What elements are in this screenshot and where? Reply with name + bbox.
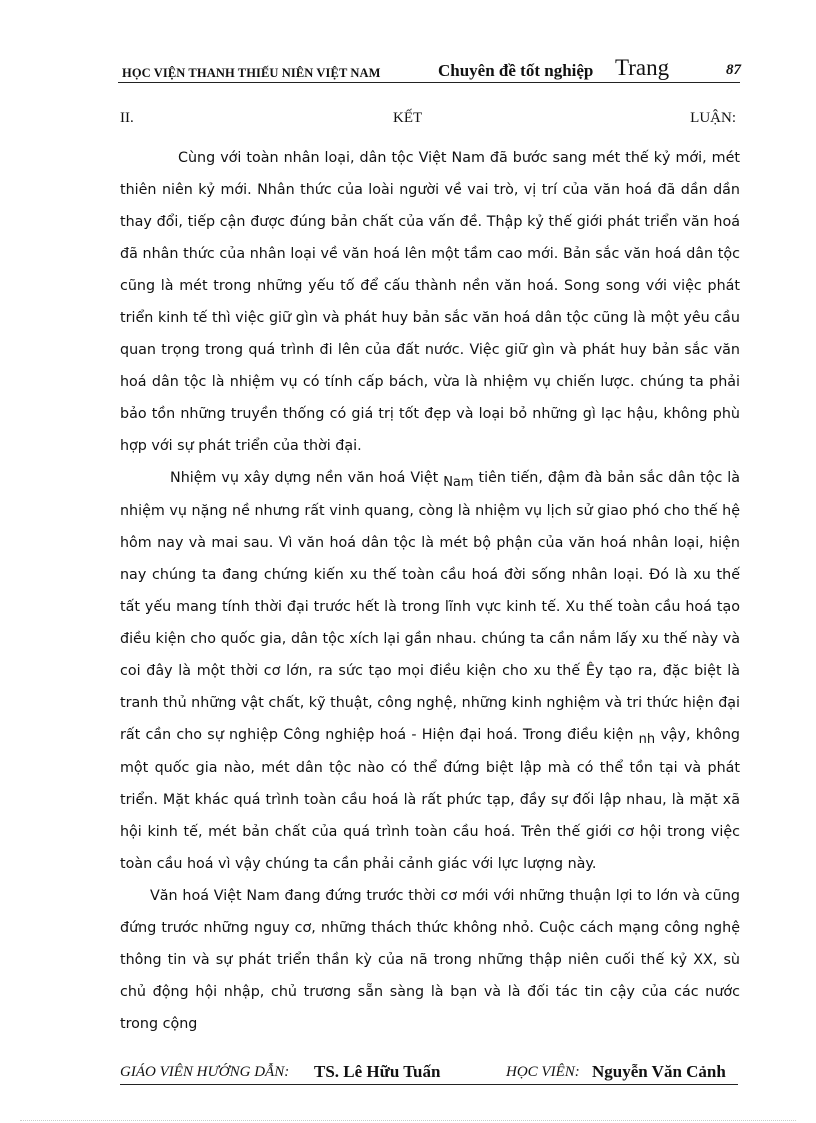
section-title-part2: LUẬN:	[690, 110, 736, 126]
section-heading	[120, 110, 736, 130]
student-label: HỌC VIÊN:	[506, 1064, 580, 1080]
page-label: Trang	[615, 55, 670, 80]
lowered-word-nh: nh	[638, 732, 656, 747]
advisor-name: TS. Lê Hữu Tuấn	[314, 1062, 441, 1081]
paragraph-3: Văn hoá Việt Nam đang đứng trước thời cơ mới với những thuận lợi to lớn và cũng đứng trước những nguy cơ, những thách thức không nhỏ. Cuộc cách mạng công nghệ thông tin và sự phát triển thần kỳ của nã trong những thập niên cuối thế kỷ XX, sù chủ động hội nhập, chủ trương sẵn sàng là bạn và là đối tác tin cậy của các nước trong cộng	[120, 888, 740, 1032]
bottom-divider	[20, 1120, 796, 1121]
page-footer	[120, 1060, 738, 1085]
advisor-label: GIÁO VIÊN HƯỚNG DẪN:	[120, 1064, 290, 1080]
paragraph-2-part-b: tiên tiến, đậm đà bản sắc dân tộc là nhiệm vụ nặng nề nhưng rất vinh quang, còng là nhiệm vụ lịch sử giao phó cho thế hệ hôm nay và mai sau. Vì văn hoá dân tộc là mét bộ phận của văn hoá nhân loại, hiện nay chúng ta đang chứng kiến xu thế toàn cầu hoá đời sống nhân loại. Đó là xu thế tất yếu mang tính thời đại trước hết là trong lĩnh vực kinh tế. Xu thế toàn cầu hoá tạo điều kiện cho quốc gia, dân tộc xích lại gần nhau. chúng ta cần nắm lấy xu thế này và coi đây là một thời cơ lớn, ra sức tạo mọi điều kiện cho xu thế Êy tạo ra, đặc biệt là tranh thủ những vật chất, kỹ thuật, công nghệ, những kinh nghiệm và tri thức hiện đại rất cần cho sự nghiệp Công nghiệp hoá - Hiện đại hoá. Trong điều kiện	[120, 470, 741, 743]
paragraph-2-part-a: Nhiệm vụ xây dựng nền văn hoá Việt	[170, 470, 439, 486]
body-text	[120, 142, 740, 1040]
paragraph-2	[120, 462, 740, 880]
institution-name: HỌC VIỆN THANH THIẾU NIÊN VIỆT NAM	[122, 66, 381, 80]
lowered-word-nam: Nam	[443, 475, 474, 490]
page-header	[118, 55, 741, 83]
section-title-part1: KẾT	[393, 110, 423, 126]
student-name: Nguyễn Văn Cảnh	[592, 1062, 726, 1081]
page-number: 87	[726, 62, 741, 78]
document-topic: Chuyên đề tốt nghiệp	[438, 61, 594, 80]
paragraph-2-part-c: vậy, không một quốc gia nào, mét dân tộc nào có thể đứng biệt lập mà có thể tồn tại và phát triển. Mặt khác quá trình toàn cầu hoá là rất phức tạp, đầy sự đối lập nhau, là mặt xã hội kinh tế, mét bản chất của quá trình toàn cầu hoá. Trên thế giới cơ hội trong việc toàn cầu hoá vì vậy chúng ta cần phải cảnh giác với lực lượng này.	[120, 727, 740, 872]
section-number: II.	[120, 110, 134, 126]
paragraph-1: Cùng với toàn nhân loại, dân tộc Việt Nam đã bước sang mét thế kỷ mới, mét thiên niên kỷ mới. Nhân thức của loài người về vai trò, vị trí của văn hoá đã dần dần thay đổi, tiếp cận được đúng bản chất của vấn đề. Thập kỷ thế giới phát triển văn hoá đã nhân thức của nhân loại về văn hoá lên một tầm cao mới. Bản sắc văn hoá dân tộc cũng là mét trong những yếu tố để cấu thành nền văn hoá. Song song với việc phát triển kinh tế thì việc giữ gìn và phát huy bản sắc văn hoá dân tộc cũng là một yêu cầu quan trọng trong quá trình đi lên của đất nước. Việc giữ gìn và phát huy bản sắc văn hoá dân tộc là nhiệm vụ có tính cấp bách, vừa là nhiệm vụ chiến lược. chúng ta phải bảo tồn những truyền thống có giá trị tốt đẹp và loại bỏ những gì lạc hậu, không phù hợp với sự phát triển của thời đại.	[120, 150, 740, 454]
